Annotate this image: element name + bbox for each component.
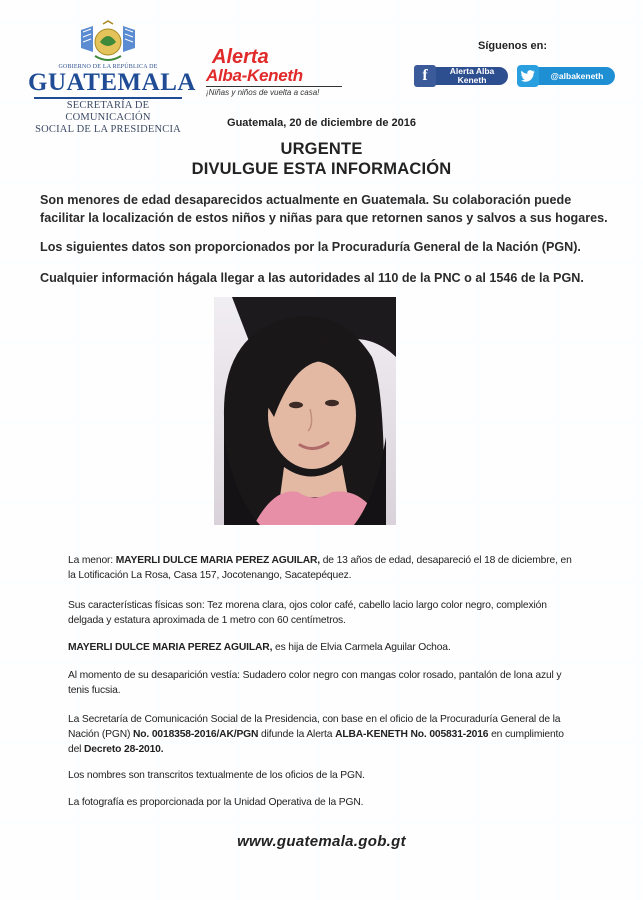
body-paragraph-4: Al momento de su desaparición vestía: Sudadero color negro con mangas color rosado, pantalón de lona azul y tenis fucsia.: [68, 670, 562, 696]
p3-rest: es hija de Elvia Carmela Aguilar Ochoa.: [272, 642, 451, 653]
p5-c: difunde la Alerta: [258, 729, 336, 740]
alerta-alba-keneth-logo: [206, 47, 342, 97]
follow-us-label: Síguenos en:: [478, 40, 548, 52]
intro-paragraph-3: Cualquier información hágala llegar a las autoridades al 110 de la PNC o al 1546 de la PGN.: [40, 271, 584, 285]
urgent-title: URGENTE: [280, 140, 363, 158]
divulge-title: DIVULGUE ESTA INFORMACIÓN: [191, 160, 452, 178]
decree-number: Decreto 28-2010.: [84, 744, 164, 755]
alerta-word: Alerta: [212, 46, 269, 68]
alert-number: ALBA-KENETH No. 005831-2016: [335, 729, 489, 740]
body-paragraph-5: [68, 712, 576, 757]
secretaria-line-1: SECRETARÍA DE COMUNICACIÓN: [65, 100, 151, 123]
alba-keneth-word: Alba-Keneth: [206, 66, 303, 85]
intro-paragraph-1: Son menores de edad desaparecidos actualmente en Guatemala. Su colaboración puede facilitar la localización de estos niños y niñas para que retornen sanos y salvos a sus hogares.: [40, 193, 608, 225]
footer-website-link[interactable]: www.guatemala.gob.gt: [237, 833, 406, 850]
logo-divider: [34, 97, 182, 99]
secretaria-line-2: SOCIAL DE LA PRESIDENCIA: [35, 124, 181, 135]
p5-a: La Secretaría de Comunicación Social de la Presidencia, con base en el oficio de la Procuraduría General de la Nación (PGN): [68, 714, 561, 740]
intro-paragraph-2: Los siguientes datos son proporcionados por la Procuraduría General de la Nación (PGN).: [40, 240, 581, 254]
p1-prefix: La menor:: [68, 555, 116, 566]
government-of-label: GOBIERNO DE LA REPÚBLICA DE: [58, 64, 158, 70]
pgn-oficio-number: No. 0018358-2016/AK/PGN: [133, 729, 259, 740]
missing-person-name-2: MAYERLI DULCE MARIA PEREZ AGUILAR,: [68, 642, 273, 653]
body-paragraph-7: La fotografía es proporcionada por la Unidad Operativa de la PGN.: [68, 797, 364, 808]
body-paragraph-1: [68, 553, 576, 583]
missing-person-photo: [214, 297, 396, 525]
alert-date: Guatemala, 20 de diciembre de 2016: [227, 117, 416, 129]
p5-e: en cumplimiento del: [68, 729, 564, 755]
twitter-icon: [517, 65, 539, 87]
facebook-label: [432, 67, 508, 85]
facebook-link[interactable]: [414, 64, 508, 88]
alert-tagline: ¡Niñas y niños de vuelta a casa!: [206, 86, 342, 97]
coat-of-arms-icon: [73, 20, 143, 66]
p1-rest: de 13 años de edad, desapareció el 18 de diciembre, en la Lotificación La Rosa, Casa 157, Jocotenango, Sacatepéquez.: [68, 555, 572, 581]
body-paragraph-2: Sus características físicas son: Tez morena clara, ojos color café, cabello lacio largo color negro, complexión delgada y estatura aproximada de 1 metro con 60 centímetros.: [68, 600, 547, 626]
body-paragraph-3: [68, 640, 576, 655]
facebook-label-line1: Alerta Alba: [449, 66, 495, 76]
twitter-link[interactable]: [517, 64, 615, 88]
twitter-label: @albakeneth: [535, 67, 615, 85]
photo-illustration: [214, 297, 396, 525]
guatemala-wordmark: GUATEMALA: [28, 69, 196, 96]
facebook-label-line2: Keneth: [457, 75, 487, 85]
missing-person-name: MAYERLI DULCE MARIA PEREZ AGUILAR,: [115, 555, 321, 566]
body-paragraph-6: Los nombres son transcritos textualmente de los oficios de la PGN.: [68, 770, 365, 781]
facebook-icon: f: [414, 65, 436, 87]
